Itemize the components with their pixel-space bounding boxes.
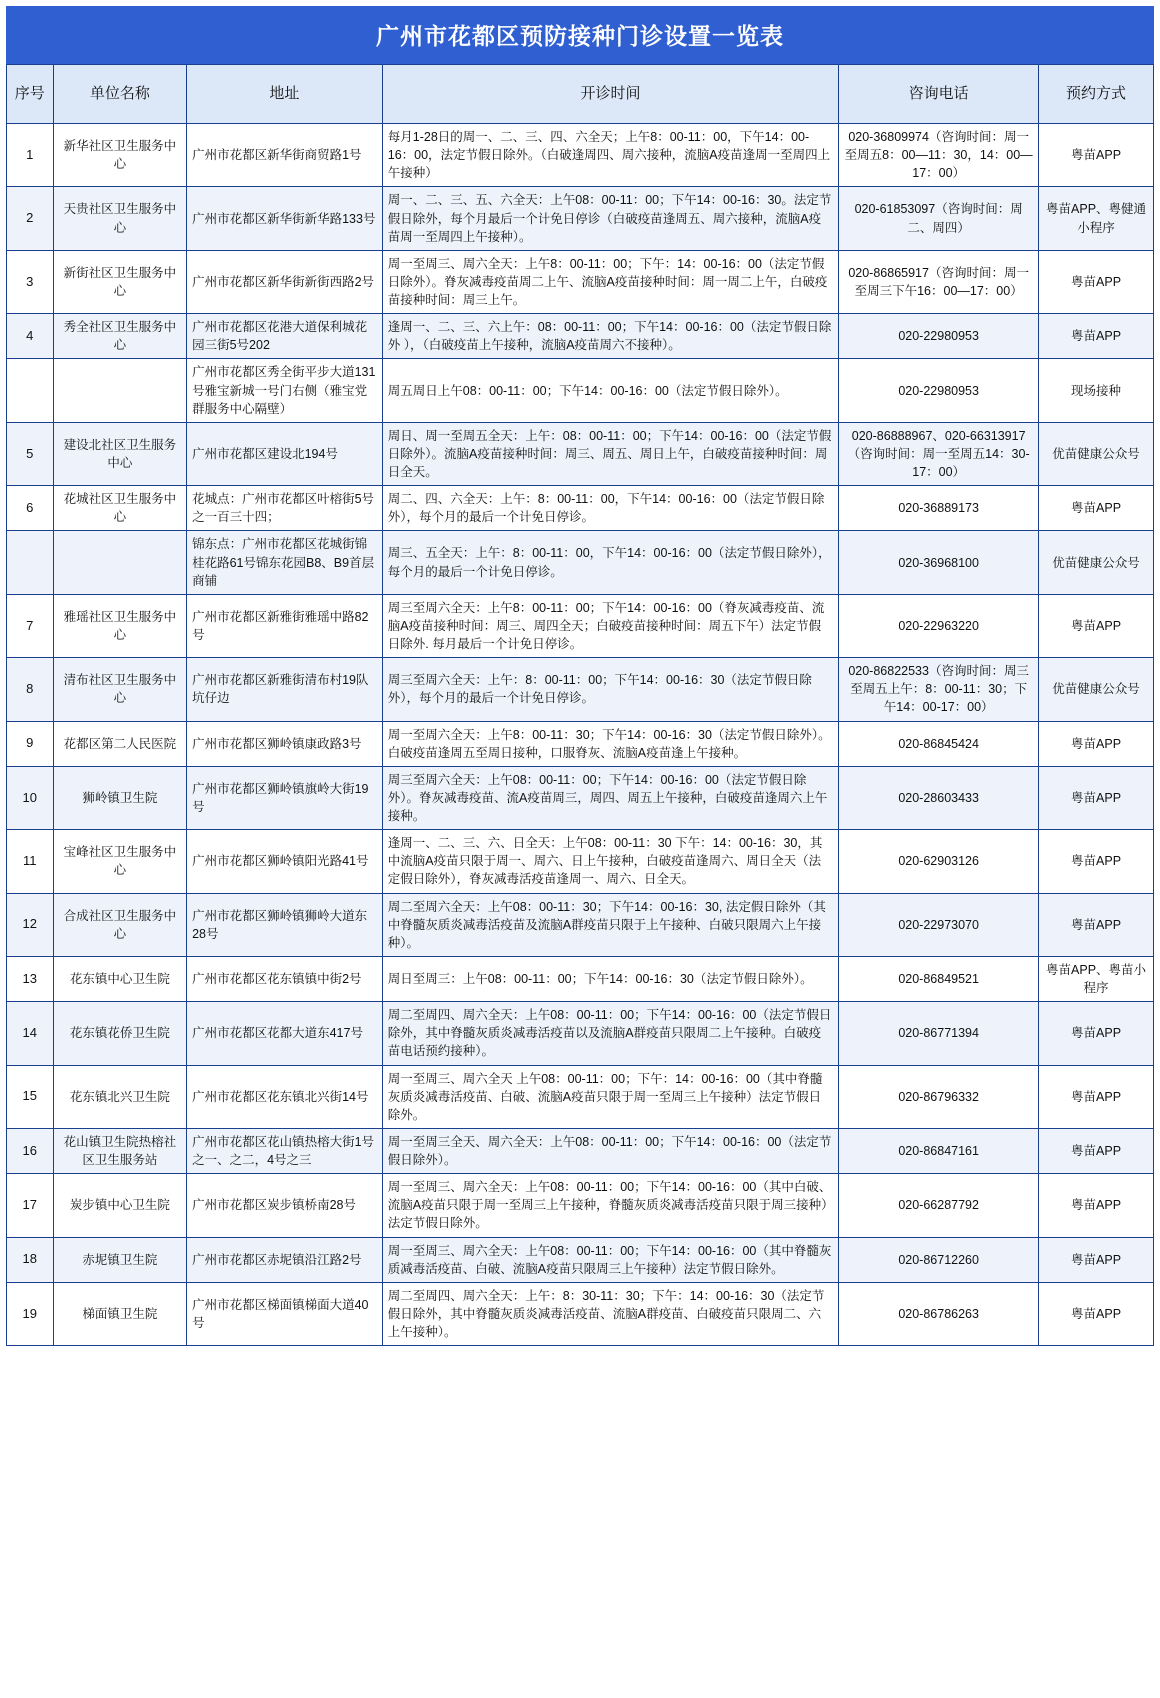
cell-tel: 020-22980953 xyxy=(839,359,1039,422)
cell-address: 广州市花都区花山镇热榕大街1号之一、之二，4号之三 xyxy=(187,1128,383,1173)
cell-name: 建设北社区卫生服务中心 xyxy=(53,422,187,485)
cell-no: 15 xyxy=(7,1065,54,1128)
cell-tel: 020-61853097（咨询时间：周二、周四） xyxy=(839,187,1039,250)
cell-no: 5 xyxy=(7,422,54,485)
cell-time: 周二至周四、周六全天：上午：8：30-11：30；下午：14：00-16：30（法定节假日除外，其中脊髓灰质炎减毒活疫苗、流脑A群疫苗、白破疫苗只限周二、六上午接种）。 xyxy=(382,1282,839,1345)
cell-name: 花东镇北兴卫生院 xyxy=(53,1065,187,1128)
cell-no: 13 xyxy=(7,956,54,1001)
column-header-address: 地址 xyxy=(187,65,383,124)
cell-booking: 粤苗APP xyxy=(1039,830,1154,893)
table-row xyxy=(7,721,1154,766)
cell-address: 花城点：广州市花都区叶榕街5号之一百三十四； xyxy=(187,486,383,531)
cell-booking: 粤苗APP xyxy=(1039,1174,1154,1237)
cell-no: 3 xyxy=(7,250,54,313)
cell-address: 广州市花都区建设北194号 xyxy=(187,422,383,485)
cell-booking: 粤苗APP xyxy=(1039,486,1154,531)
cell-time: 周一至周六全天：上午8：00-11：30；下午14：00-16：30（法定节假日除外）。白破疫苗逢周五至周日接种，口服脊灰、流脑A疫苗逢上午接种。 xyxy=(382,721,839,766)
cell-tel: 020-62903126 xyxy=(839,830,1039,893)
cell-no: 4 xyxy=(7,314,54,359)
cell-address: 广州市花都区狮岭镇旗岭大街19号 xyxy=(187,766,383,829)
cell-name xyxy=(53,531,187,594)
cell-booking: 粤苗APP xyxy=(1039,1282,1154,1345)
cell-time: 周一至周三、周六全天：上午08：00-11：00；下午14：00-16：00（其中脊髓灰质减毒活疫苗、白破、流脑A疫苗只限周三上午接种）法定节假日除外。 xyxy=(382,1237,839,1282)
cell-address: 广州市花都区梯面镇梯面大道40号 xyxy=(187,1282,383,1345)
cell-booking: 粤苗APP xyxy=(1039,893,1154,956)
cell-address: 广州市花都区狮岭镇狮岭大道东28号 xyxy=(187,893,383,956)
table-row xyxy=(7,531,1154,594)
cell-name: 狮岭镇卫生院 xyxy=(53,766,187,829)
cell-no: 6 xyxy=(7,486,54,531)
column-header-name: 单位名称 xyxy=(53,65,187,124)
cell-time: 逢周一、二、三、六、日全天：上午08：00-11：30 下午：14：00-16：30，其中流脑A疫苗只限于周一、周六、日上午接种，白破疫苗逢周六、周日全天（法定假日除外），脊灰减毒活疫苗逢周一、周六、日全天。 xyxy=(382,830,839,893)
cell-address: 广州市花都区新雅街清布村19队坑仔边 xyxy=(187,658,383,721)
table-header-row xyxy=(7,65,1154,124)
cell-address: 广州市花都区花都大道东417号 xyxy=(187,1002,383,1065)
cell-address: 广州市花都区花东镇镇中街2号 xyxy=(187,956,383,1001)
cell-time: 逢周一、二、三、六上午：08：00-11：00；下午14：00-16：00（法定节假日除外 ），（白破疫苗上午接种，流脑A疫苗周六不接种）。 xyxy=(382,314,839,359)
cell-tel: 020-22963220 xyxy=(839,594,1039,657)
cell-time: 每月1-28日的周一、二、三、四、六全天；上午8：00-11：00，下午14：00-16：00，法定节假日除外。（白破逢周四、周六接种，流脑A疫苗逢周一至周四上午接种） xyxy=(382,124,839,187)
cell-no: 16 xyxy=(7,1128,54,1173)
cell-address: 广州市花都区赤坭镇沿江路2号 xyxy=(187,1237,383,1282)
cell-name: 新华社区卫生服务中心 xyxy=(53,124,187,187)
cell-name: 秀全社区卫生服务中心 xyxy=(53,314,187,359)
cell-booking: 粤苗APP xyxy=(1039,1237,1154,1282)
cell-name: 花山镇卫生院热榕社区卫生服务站 xyxy=(53,1128,187,1173)
cell-no: 10 xyxy=(7,766,54,829)
cell-address: 广州市花都区新雅街雅瑶中路82号 xyxy=(187,594,383,657)
cell-name: 花东镇中心卫生院 xyxy=(53,956,187,1001)
cell-booking: 优苗健康公众号 xyxy=(1039,658,1154,721)
table-row xyxy=(7,250,1154,313)
table-body xyxy=(7,124,1154,1346)
cell-no: 14 xyxy=(7,1002,54,1065)
table-row xyxy=(7,314,1154,359)
cell-name: 雅瑶社区卫生服务中心 xyxy=(53,594,187,657)
column-header-no xyxy=(7,65,54,124)
column-header-no-line1: 序号 xyxy=(14,85,45,102)
cell-time: 周二至周四、周六全天：上午08：00-11：00；下午14：00-16：00（法定节假日除外，其中脊髓灰质炎减毒活疫苗以及流脑A群疫苗只限周二上午接种。白破疫苗电话预约接种）。 xyxy=(382,1002,839,1065)
cell-no: 19 xyxy=(7,1282,54,1345)
table-row xyxy=(7,1065,1154,1128)
cell-name: 宝峰社区卫生服务中心 xyxy=(53,830,187,893)
cell-tel: 020-86796332 xyxy=(839,1065,1039,1128)
cell-time: 周二、四、六全天：上午：8：00-11：00，下午14：00-16：00（法定节假日除外），每个月的最后一个计免日停诊。 xyxy=(382,486,839,531)
cell-tel: 020-66287792 xyxy=(839,1174,1039,1237)
cell-no xyxy=(7,531,54,594)
column-header-tel: 咨询电话 xyxy=(839,65,1039,124)
cell-tel: 020-36968100 xyxy=(839,531,1039,594)
cell-name: 花东镇花侨卫生院 xyxy=(53,1002,187,1065)
cell-time: 周一、二、三、五、六全天：上午08：00-11：00；下午14：00-16：30。法定节假日除外，每个月最后一个计免日停诊（白破疫苗逢周五、周六接种，流脑A疫苗周一至周四上午接种）。 xyxy=(382,187,839,250)
cell-time: 周日、周一至周五全天：上午：08：00-11：00；下午14：00-16：00（法定节假日除外）。流脑A疫苗接种时间：周三、周五、周日上午，白破疫苗接种时间：周日全天。 xyxy=(382,422,839,485)
table-row xyxy=(7,422,1154,485)
cell-address: 广州市花都区秀全街平步大道131号雅宝新城一号门右侧（雅宝党群服务中心隔壁） xyxy=(187,359,383,422)
cell-name: 炭步镇中心卫生院 xyxy=(53,1174,187,1237)
cell-name: 花都区第二人民医院 xyxy=(53,721,187,766)
cell-address: 广州市花都区狮岭镇阳光路41号 xyxy=(187,830,383,893)
cell-address: 广州市花都区炭步镇桥南28号 xyxy=(187,1174,383,1237)
cell-tel: 020-86865917（咨询时间：周一至周三下午16：00—17：00） xyxy=(839,250,1039,313)
cell-time: 周三、五全天：上午：8：00-11：00，下午14：00-16：00（法定节假日除外），每个月的最后一个计免日停诊。 xyxy=(382,531,839,594)
table-row xyxy=(7,1282,1154,1345)
cell-address: 广州市花都区新华街商贸路1号 xyxy=(187,124,383,187)
cell-address: 广州市花都区狮岭镇康政路3号 xyxy=(187,721,383,766)
cell-booking: 优苗健康公众号 xyxy=(1039,422,1154,485)
cell-tel: 020-28603433 xyxy=(839,766,1039,829)
cell-tel: 020-36889173 xyxy=(839,486,1039,531)
table-row xyxy=(7,594,1154,657)
cell-no: 11 xyxy=(7,830,54,893)
cell-no xyxy=(7,359,54,422)
cell-address: 锦东点：广州市花都区花城街锦桂花路61号锦东花园B8、B9首层商铺 xyxy=(187,531,383,594)
cell-no: 1 xyxy=(7,124,54,187)
cell-name: 新街社区卫生服务中心 xyxy=(53,250,187,313)
table-row xyxy=(7,830,1154,893)
cell-booking: 粤苗APP xyxy=(1039,1002,1154,1065)
cell-name: 合成社区卫生服务中心 xyxy=(53,893,187,956)
cell-time: 周三至周六全天：上午8：00-11：00；下午14：00-16：00（脊灰减毒疫苗、流脑A疫苗接种时间：周三、周四全天；白破疫苗接种时间：周五下午）法定节假日除外. 每月最后一个计免日停诊。 xyxy=(382,594,839,657)
cell-time: 周日至周三：上午08：00-11：00；下午14：00-16：30（法定节假日除外）。 xyxy=(382,956,839,1001)
table-row xyxy=(7,1002,1154,1065)
cell-tel: 020-86822533（咨询时间：周三至周五上午：8：00-11：30；下午14：00-17：00） xyxy=(839,658,1039,721)
cell-no: 2 xyxy=(7,187,54,250)
page-title: 广州市花都区预防接种门诊设置一览表 xyxy=(6,6,1154,64)
cell-time: 周一至周三全天、周六全天：上午08：00-11：00；下午14：00-16：00（法定节假日除外）。 xyxy=(382,1128,839,1173)
cell-no: 7 xyxy=(7,594,54,657)
cell-tel: 020-86849521 xyxy=(839,956,1039,1001)
cell-booking: 粤苗APP xyxy=(1039,250,1154,313)
column-header-time: 开诊时间 xyxy=(382,65,839,124)
document-page xyxy=(0,6,1160,1346)
cell-booking: 优苗健康公众号 xyxy=(1039,531,1154,594)
cell-time: 周五周日上午08：00-11：00；下午14：00-16：00（法定节假日除外）。 xyxy=(382,359,839,422)
cell-time: 周一至周三、周六全天：上午08：00-11：00；下午14：00-16：00（其中白破、流脑A疫苗只限于周一至周三上午接种，脊髓灰质炎减毒活疫苗只限于周三接种）法定节假日除外。 xyxy=(382,1174,839,1237)
cell-booking: 粤苗APP xyxy=(1039,721,1154,766)
cell-tel: 020-86786263 xyxy=(839,1282,1039,1345)
cell-booking: 粤苗APP、粤苗小程序 xyxy=(1039,956,1154,1001)
cell-tel: 020-86888967、020-66313917（咨询时间：周一至周五14：30-17：00） xyxy=(839,422,1039,485)
cell-address: 广州市花都区新华街新街西路2号 xyxy=(187,250,383,313)
table-row xyxy=(7,893,1154,956)
cell-time: 周一至周三、周六全天 上午08：00-11：00；下午：14：00-16：00（其中脊髓灰质炎减毒活疫苗、白破、流脑A疫苗只限于周一至周三上午接种）法定节假日除外。 xyxy=(382,1065,839,1128)
table-row xyxy=(7,1237,1154,1282)
cell-booking: 粤苗APP xyxy=(1039,1128,1154,1173)
cell-tel: 020-86845424 xyxy=(839,721,1039,766)
cell-booking: 粤苗APP xyxy=(1039,766,1154,829)
cell-no: 9 xyxy=(7,721,54,766)
cell-tel: 020-22980953 xyxy=(839,314,1039,359)
cell-time: 周三至周六全天：上午：8：00-11：00；下午14：00-16：30（法定节假日除外），每个月的最后一个计免日停诊。 xyxy=(382,658,839,721)
cell-booking: 粤苗APP xyxy=(1039,124,1154,187)
cell-address: 广州市花都区新华街新华路133号 xyxy=(187,187,383,250)
cell-name: 清布社区卫生服务中心 xyxy=(53,658,187,721)
table-row xyxy=(7,956,1154,1001)
column-header-booking: 预约方式 xyxy=(1039,65,1154,124)
table-row xyxy=(7,766,1154,829)
cell-no: 17 xyxy=(7,1174,54,1237)
cell-booking: 粤苗APP xyxy=(1039,594,1154,657)
cell-name xyxy=(53,359,187,422)
cell-booking: 粤苗APP xyxy=(1039,1065,1154,1128)
cell-name: 花城社区卫生服务中心 xyxy=(53,486,187,531)
table-row xyxy=(7,658,1154,721)
cell-time: 周三至周六全天：上午08：00-11：00；下午14：00-16：00（法定节假日除外）。脊灰减毒疫苗、流A疫苗周三，周四、周五上午接种，白破疫苗逢周六上午接种。 xyxy=(382,766,839,829)
cell-tel: 020-86847161 xyxy=(839,1128,1039,1173)
cell-name: 梯面镇卫生院 xyxy=(53,1282,187,1345)
cell-tel: 020-86712260 xyxy=(839,1237,1039,1282)
cell-time: 周二至周六全天：上午08：00-11：30；下午14：00-16：30, 法定假日除外（其中脊髓灰质炎减毒活疫苗及流脑A群疫苗只限于上午接种、白破只限周六上午接种）。 xyxy=(382,893,839,956)
table-row xyxy=(7,187,1154,250)
cell-address: 广州市花都区花东镇北兴街14号 xyxy=(187,1065,383,1128)
clinic-schedule-table xyxy=(6,64,1154,1346)
table-row xyxy=(7,486,1154,531)
table-row xyxy=(7,1174,1154,1237)
cell-booking: 粤苗APP、粤健通小程序 xyxy=(1039,187,1154,250)
cell-booking: 粤苗APP xyxy=(1039,314,1154,359)
cell-address: 广州市花都区花港大道保利城花园三街5号202 xyxy=(187,314,383,359)
cell-tel: 020-36809974（咨询时间：周一至周五8：00—11：30，14：00—17：00） xyxy=(839,124,1039,187)
cell-name: 赤坭镇卫生院 xyxy=(53,1237,187,1282)
cell-name: 天贵社区卫生服务中心 xyxy=(53,187,187,250)
cell-no: 18 xyxy=(7,1237,54,1282)
cell-tel: 020-86771394 xyxy=(839,1002,1039,1065)
table-row xyxy=(7,1128,1154,1173)
cell-time: 周一至周三、周六全天：上午8：00-11：00；下午：14：00-16：00（法定节假日除外）。脊灰减毒疫苗周二上午、流脑A疫苗接种时间：周一周二上午，白破疫苗接种时间：周三上午。 xyxy=(382,250,839,313)
cell-booking: 现场接种 xyxy=(1039,359,1154,422)
table-row xyxy=(7,124,1154,187)
cell-no: 8 xyxy=(7,658,54,721)
table-row xyxy=(7,359,1154,422)
cell-no: 12 xyxy=(7,893,54,956)
cell-tel: 020-22973070 xyxy=(839,893,1039,956)
